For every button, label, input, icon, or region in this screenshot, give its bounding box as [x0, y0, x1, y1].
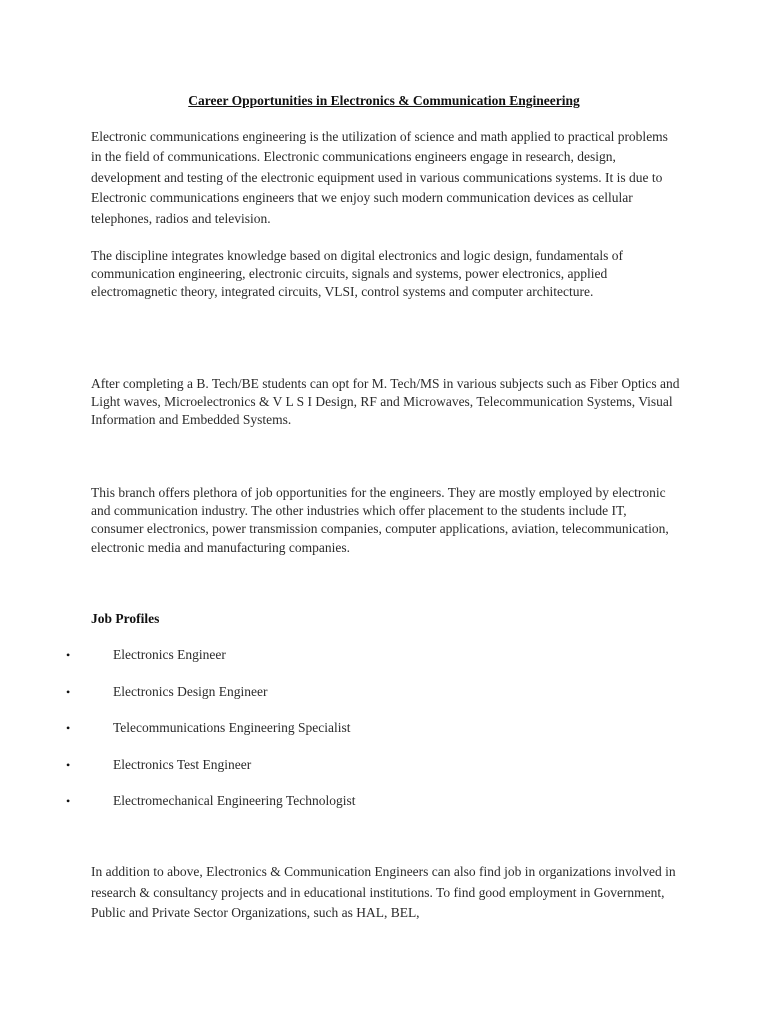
job-profile-label: Telecommunications Engineering Specialist [113, 720, 351, 735]
job-profiles-list [0, 645, 768, 828]
paragraph-additional-employment: In addition to above, Electronics & Communication Engineers can also find job in organizations involved in research & consultancy projects and in educational institutions. To find good employment in Government, Public and Private Sector Organizations, such as HAL, BEL, [91, 864, 676, 920]
paragraph-discipline: The discipline integrates knowledge based on digital electronics and logic design, fundamentals of communication engineering, electronic circuits, signals and systems, power electronics, applied electromagnetic theory, integrated circuits, VLSI, control systems and computer architecture. [91, 248, 623, 300]
list-item [0, 791, 768, 828]
bullet-icon: • [66, 757, 71, 772]
bullet-icon: • [66, 684, 71, 699]
paragraph-job-opportunities: This branch offers plethora of job opportunities for the engineers. They are mostly employed by electronic and communication industry. The other industries which offer placement to the students include IT, consumer electronics, power transmission companies, computer applications, aviation, telecommunication, electronic media and manufacturing companies. [91, 485, 669, 555]
list-item [0, 755, 768, 792]
job-profile-label: Electromechanical Engineering Technologist [113, 793, 356, 808]
job-profile-label: Electronics Engineer [113, 647, 226, 662]
paragraph-higher-studies: After completing a B. Tech/BE students can opt for M. Tech/MS in various subjects such as Fiber Optics and Light waves, Microelectronics & V L S I Design, RF and Microwaves, Telecommunication Systems, Visual Information and Embedded Systems. [91, 376, 680, 428]
job-profile-label: Electronics Test Engineer [113, 756, 252, 772]
job-profile-label: Electronics Design Engineer [113, 683, 268, 699]
bullet-icon: • [66, 721, 71, 735]
list-item [0, 682, 768, 719]
job-profiles-heading: Job Profiles [91, 611, 160, 626]
list-item [0, 645, 768, 682]
document-title: Career Opportunities in Electronics & Communication Engineering [188, 93, 580, 108]
list-item [0, 718, 768, 755]
bullet-icon: • [66, 648, 71, 662]
bullet-icon: • [66, 794, 71, 808]
paragraph-intro: Electronic communications engineering is the utilization of science and math applied to practical problems in the field of communications. Electronic communications engineers engage in research, design, development and testing of the electronic equipment used in various communications systems. It is due to Electronic communications engineers that we enjoy such modern communication devices as cellular telephones, radios and television. [91, 129, 668, 226]
